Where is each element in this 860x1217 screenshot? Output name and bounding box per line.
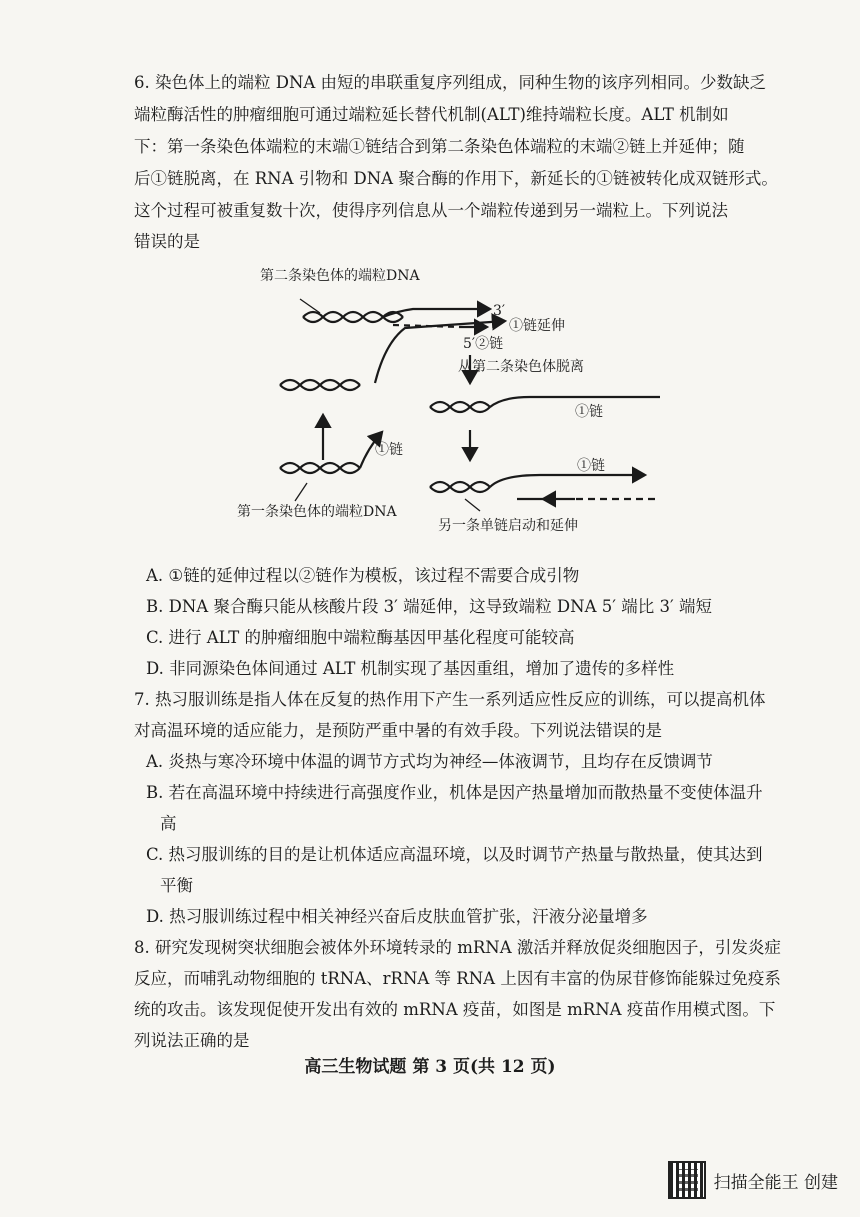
page-footer: 高三生物试题 第 3 页(共 12 页): [304, 1057, 556, 1077]
label-detach: 从第二条染色体脱离: [458, 359, 584, 375]
q7-option-c: C. 热习服训练的目的是让机体适应高温环境，以及时调节产热量与散热量，使其达到: [146, 845, 763, 864]
q6-option-b: B. DNA 聚合酶只能从核酸片段 3′ 端延伸，这导致端粒 DNA 5′ 端比 3′ 端短: [146, 597, 712, 616]
q6-option-a: A. ①链的延伸过程以②链作为模板，该过程不需要合成引物: [146, 566, 580, 585]
detached-helix: [430, 402, 490, 412]
q6-option-d: D. 非同源染色体间通过 ALT 机制实现了基因重组，增加了遗传的多样性: [146, 659, 675, 678]
scanner-watermark: [668, 1161, 838, 1199]
alt-diagram-svg: [225, 255, 665, 545]
q7-option-d: D. 热习服训练过程中相关神经兴奋后皮肤血管扩张，汗液分泌量增多: [146, 907, 648, 926]
q6-line-1: 6. 染色体上的端粒 DNA 由短的串联重复序列组成，同种生物的该序列相同。少数缺乏: [134, 73, 767, 92]
q6-line-5: 这个过程可被重复数十次，使得序列信息从一个端粒传递到另一端粒上。下列说法: [134, 201, 728, 220]
q6-option-c: C. 进行 ALT 的肿瘤细胞中端粒酶基因甲基化程度可能较高: [146, 628, 575, 647]
watermark-text: 扫描全能王 创建: [713, 1172, 838, 1193]
label-first-dna: 第一条染色体的端粒DNA: [237, 504, 397, 520]
q8-line-1: 8. 研究发现树突状细胞会被体外环境转录的 mRNA 激活并释放促炎细胞因子，引发炎症: [134, 938, 781, 957]
q8-line-3: 统的攻击。该发现促使开发出有效的 mRNA 疫苗，如图是 mRNA 疫苗作用模式图。下: [134, 1000, 776, 1019]
label-chain1-extend: ①链延伸: [509, 318, 565, 334]
label-chain1-a: ①链: [575, 404, 603, 420]
q6-line-6: 错误的是: [134, 232, 200, 251]
qr-code-icon: [668, 1161, 706, 1199]
label-5prime-chain2: 5′②链: [463, 336, 504, 352]
label-other-strand: 另一条单链启动和延伸: [438, 518, 578, 534]
alt-mechanism-diagram: [225, 255, 665, 545]
q6-line-4: 后①链脱离，在 RNA 引物和 DNA 聚合酶的作用下，新延长的①链被转化成双链形式。: [134, 169, 778, 188]
q7-option-a: A. 炎热与寒冷环境中体温的调节方式均为神经—体液调节，且均存在反馈调节: [146, 752, 713, 771]
q8-line-4: 列说法正确的是: [134, 1031, 250, 1050]
label-chain1-c: ①链: [577, 458, 605, 474]
bottom-helix: [430, 482, 490, 492]
q8-line-2: 反应，而哺乳动物细胞的 tRNA、rRNA 等 RNA 上因有丰富的伪尿苷修饰能躲过免疫系: [134, 969, 781, 988]
label-3-prime: 3′: [493, 303, 506, 319]
q7-option-b: B. 若在高温环境中持续进行高强度作业，机体是因产热量增加而散热量不变使体温升: [146, 783, 763, 802]
q7-option-b-cont: 高: [160, 814, 177, 833]
q6-line-2: 端粒酶活性的肿瘤细胞可通过端粒延长替代机制(ALT)维持端粒长度。ALT 机制如: [134, 105, 729, 124]
q7-line-2: 对高温环境的适应能力，是预防严重中暑的有效手段。下列说法错误的是: [134, 721, 662, 740]
q7-option-c-cont: 平衡: [160, 876, 193, 895]
label-second-dna: 第二条染色体的端粒DNA: [260, 268, 420, 284]
q7-line-1: 7. 热习服训练是指人体在反复的热作用下产生一系列适应性反应的训练，可以提高机体: [134, 690, 766, 709]
label-chain1-b: ①链: [375, 442, 403, 458]
q6-line-3: 下：第一条染色体端粒的末端①链结合到第二条染色体端粒的末端②链上并延伸；随: [134, 137, 745, 156]
